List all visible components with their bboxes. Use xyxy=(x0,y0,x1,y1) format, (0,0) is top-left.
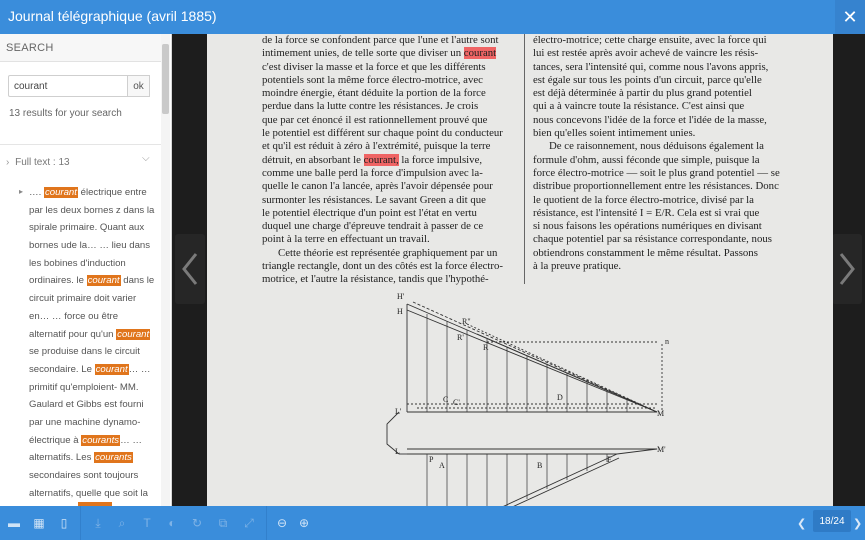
search-hit: courants xyxy=(82,434,120,446)
page-text: motrice, et l'autre la résistance, tandis que l'hypothé- xyxy=(262,273,489,286)
page-text: le potentiel électrique d'un point est l'état en vertu xyxy=(262,206,477,219)
page-text: intimement unies, de telle sorte que diviser un xyxy=(262,47,464,60)
result-line xyxy=(29,184,159,202)
result-line xyxy=(29,449,159,467)
page-text: Cette théorie est représentée graphiquement par un xyxy=(278,246,498,259)
text-line xyxy=(533,74,789,87)
page-text: résistance, est l'intensité I = E/R. Cela est si vrai que xyxy=(533,206,760,219)
text-icon[interactable]: T xyxy=(143,516,151,530)
result-line xyxy=(29,361,159,379)
page-text: qui a à vaincre toute la résistance. C'est ainsi que xyxy=(533,100,745,113)
document-title: Journal télégraphique (avril 1885) xyxy=(8,8,217,24)
text-line xyxy=(533,87,789,100)
page-text: c'est diviser la masse et la force et que les différents xyxy=(262,60,486,73)
page-text: chaque potentiel par sa résistance correspondante, nous xyxy=(533,233,772,246)
search-icon[interactable]: ⌕ xyxy=(118,516,126,530)
svg-text:H: H xyxy=(397,307,403,316)
svg-text:D: D xyxy=(557,393,563,402)
text-column-right xyxy=(533,34,789,273)
chevron-right-icon: › xyxy=(6,157,10,168)
result-line xyxy=(29,272,159,290)
search-hit: courant xyxy=(95,363,128,375)
text-line xyxy=(262,61,518,74)
previous-page-button[interactable] xyxy=(175,234,205,304)
svg-text:L': L' xyxy=(395,407,402,416)
contrast-icon[interactable]: ◐ xyxy=(168,516,176,530)
fullscreen-icon[interactable]: ⤢ xyxy=(244,516,254,530)
result-text: alternatif pour qu'un xyxy=(29,328,117,340)
chevron-down-icon[interactable]: ⌵ xyxy=(142,153,150,164)
toolbar-separator xyxy=(266,506,267,540)
text-line xyxy=(262,180,518,193)
page-text: duquel une charge d'épreuve tendrait à passer de ce xyxy=(262,220,484,233)
page-text: point à la terre en effectuant un travail. xyxy=(262,233,430,246)
result-text: secondaires sont toujours xyxy=(29,470,139,481)
text-line xyxy=(533,140,789,153)
text-line xyxy=(533,180,789,193)
text-line xyxy=(533,260,789,273)
page-text: que par cet énoncé il est rationnellement prouvé que xyxy=(262,113,488,126)
result-text: secondaire. Le xyxy=(29,363,95,375)
search-hit: courant xyxy=(117,328,150,340)
document-viewer xyxy=(172,34,865,506)
search-hit: courants xyxy=(95,452,132,464)
result-text: spirale primaire. Quant aux xyxy=(29,222,145,234)
result-line xyxy=(29,202,159,220)
download-icon[interactable]: ⤓ xyxy=(95,516,101,530)
text-line xyxy=(533,207,789,220)
result-text: circuit primaire doit varier xyxy=(29,293,137,305)
page-text: de la force se confondent parce que l'une et l'autre sont xyxy=(262,34,499,46)
page-number-field[interactable]: 18/24 xyxy=(813,510,851,532)
result-line xyxy=(29,343,159,361)
result-line xyxy=(29,255,159,273)
page-search-hit: courant, xyxy=(363,153,399,166)
fulltext-section-toggle[interactable] xyxy=(6,157,70,168)
svg-text:P: P xyxy=(429,455,434,464)
text-line xyxy=(533,154,789,167)
comment-icon[interactable]: ▬ xyxy=(8,516,20,530)
search-input[interactable] xyxy=(8,75,128,97)
page-text: perdue dans la lutte contre les résistances. Je crois xyxy=(262,100,479,113)
svg-text:C: C xyxy=(443,395,449,404)
page-text: De ce raisonnement, nous déduisons également la xyxy=(549,140,764,153)
text-line xyxy=(533,194,789,207)
search-result[interactable] xyxy=(29,184,159,502)
page-text: tances, sera l'intensité qui, comme nous l'avons appris, xyxy=(533,60,769,73)
search-hit: courant xyxy=(87,275,120,287)
page-text: nous concevons l'idée de la force et l'idée de la masse, xyxy=(533,113,767,126)
text-column-left xyxy=(262,34,518,287)
page-text: est égale sur tous les points d'un circuit, parce qu'elle xyxy=(533,73,762,86)
result-text: bornes ude la… … lieu dans xyxy=(29,240,151,252)
text-line xyxy=(262,194,518,207)
page-search-hit: courant xyxy=(463,47,497,60)
next-page-button[interactable] xyxy=(832,234,862,304)
fulltext-section-label: Full text : 13 xyxy=(15,157,70,168)
text-line xyxy=(262,74,518,87)
zoom-in-icon[interactable]: ⊕ xyxy=(298,516,310,530)
svg-text:B: B xyxy=(537,461,543,470)
page-text: triangle rectangle, dont un des côtés est la force électro- xyxy=(262,260,504,273)
svg-text:M': M' xyxy=(657,445,666,454)
page-text: la force impulsive, xyxy=(398,153,483,166)
result-text: en… … force ou être xyxy=(29,310,119,322)
svg-text:L: L xyxy=(395,447,400,456)
page-text: et qu'il est réduit à zéro à l'extrémité, puisque la terre xyxy=(262,140,491,153)
page-icon[interactable]: ▯ xyxy=(60,516,68,530)
result-text: … … xyxy=(120,434,142,446)
chevron-right-icon xyxy=(838,252,856,286)
result-text: par les deux bornes z dans la xyxy=(29,204,155,216)
page-text: formule d'ohm, aussi féconde que simple, puisque la xyxy=(533,153,760,166)
result-line xyxy=(29,219,159,237)
page-text: lui est restée après avoir achevé de vaincre les résis- xyxy=(533,47,759,60)
result-text: ordinaires. le xyxy=(29,275,87,287)
result-text: électrique entre xyxy=(77,187,147,198)
svg-text:M: M xyxy=(657,409,665,418)
text-line xyxy=(533,167,789,180)
page-text: moindre énergie, étant déduite la portion de la force xyxy=(262,87,486,100)
result-line xyxy=(29,396,159,414)
page-text: potentiels sont la même force électro-motrice, avec xyxy=(262,73,483,86)
svg-text:H': H' xyxy=(397,292,405,301)
text-line xyxy=(262,34,518,47)
result-text: alternatifs. Les xyxy=(29,452,95,464)
text-line xyxy=(262,247,518,260)
page-text: surmonter les résistances. Le savant Green a dit que xyxy=(262,193,486,206)
zoom-out-icon[interactable]: ⊖ xyxy=(276,516,288,530)
page-text: comme une balle perd la force d'impulsion avec la- xyxy=(262,166,483,179)
text-line xyxy=(262,47,518,60)
text-line xyxy=(533,233,789,246)
svg-text:n: n xyxy=(665,337,669,346)
text-line xyxy=(533,220,789,233)
result-expand-icon[interactable]: ▸ xyxy=(19,187,24,196)
search-sidebar xyxy=(0,34,172,506)
text-line xyxy=(262,100,518,113)
text-line xyxy=(262,207,518,220)
result-line xyxy=(29,485,159,503)
text-line xyxy=(262,220,518,233)
chevron-right-icon[interactable]: ❯ xyxy=(853,518,863,530)
search-hit: courant xyxy=(44,187,77,198)
page-text: le potentiel est différent sur chaque point du conducteur xyxy=(262,127,503,140)
divider xyxy=(0,144,162,145)
result-line xyxy=(29,432,159,450)
result-line xyxy=(29,237,159,255)
result-line xyxy=(29,414,159,432)
text-line xyxy=(262,87,518,100)
svg-text:C': C' xyxy=(453,398,460,407)
page-text: distribue proportionnellement entre les résistances. Donc xyxy=(533,180,779,193)
result-text: dans le xyxy=(120,275,155,287)
document-page xyxy=(207,34,833,506)
chevron-left-icon[interactable]: ❮ xyxy=(797,518,807,530)
page-text: est déjà déterminée à partir du plus grand potentiel xyxy=(533,87,752,100)
result-text: les bobines d'induction xyxy=(29,257,126,269)
sidebar-scrollbar-thumb[interactable] xyxy=(162,44,169,114)
text-line xyxy=(262,140,518,153)
result-text: … … xyxy=(128,363,151,375)
page-text: électro-motrice; cette charge ensuite, avec la force qui xyxy=(533,34,767,46)
result-line xyxy=(29,290,159,308)
page-text: force électro-motrice — soit le plus grand potentiel — se xyxy=(533,166,780,179)
page-text: le quotient de la force électro-motrice, divisé par la xyxy=(533,193,754,206)
page-text: si nous faisons les opérations numériques en divisant xyxy=(533,220,762,233)
search-header xyxy=(0,34,162,62)
text-line xyxy=(533,114,789,127)
page-text: bien qu'elles soient intimement unies. xyxy=(533,127,696,140)
result-text: Gaulard et Gibbs est fourni xyxy=(29,399,144,411)
result-line xyxy=(29,326,159,344)
text-line xyxy=(533,47,789,60)
result-text: électrique à xyxy=(29,434,82,446)
bottom-toolbar xyxy=(0,506,865,540)
page-text: quelle le canon l'a lancée, après l'avoir dépensée pour xyxy=(262,180,493,193)
text-line xyxy=(262,127,518,140)
page-text: obtiendrons constamment le même résultat. Passons xyxy=(533,246,758,259)
title-bar xyxy=(0,0,865,34)
text-line xyxy=(262,167,518,180)
result-text: primitif qu'emploient- MM. xyxy=(29,381,139,393)
svg-text:R': R' xyxy=(457,333,464,342)
close-icon[interactable]: ✕ xyxy=(835,0,865,34)
svg-text:A: A xyxy=(439,461,445,470)
results-count: 13 results for your search xyxy=(9,108,122,119)
text-line xyxy=(262,233,518,246)
crop-icon[interactable]: ⧉ xyxy=(218,516,228,530)
text-line xyxy=(262,154,518,167)
text-line xyxy=(533,34,789,47)
text-line xyxy=(533,61,789,74)
rotate-icon[interactable]: ↻ xyxy=(191,516,203,530)
page-text: à la preuve pratique. xyxy=(533,260,622,273)
result-text: se produise dans le circuit xyxy=(29,346,140,358)
search-ok-button[interactable]: ok xyxy=(128,75,150,97)
result-text: …. xyxy=(29,187,44,198)
result-line xyxy=(29,467,159,485)
chevron-left-icon xyxy=(181,252,199,286)
svg-text:R": R" xyxy=(462,317,471,326)
column-divider xyxy=(524,34,525,284)
page-text: détruit, en absorbant le xyxy=(262,153,364,166)
result-line xyxy=(29,379,159,397)
technical-figure xyxy=(357,284,697,506)
search-header-label: SEARCH xyxy=(6,42,54,54)
result-line xyxy=(29,308,159,326)
text-line xyxy=(262,114,518,127)
text-line xyxy=(262,260,518,273)
svg-text:R: R xyxy=(483,343,489,352)
grid-view-icon[interactable]: ▦ xyxy=(33,516,45,530)
result-text: par une machine dynamo- xyxy=(29,416,141,428)
text-line xyxy=(533,247,789,260)
toolbar-separator xyxy=(80,506,81,540)
text-line xyxy=(533,100,789,113)
svg-text:F: F xyxy=(607,455,612,464)
result-text: alternatifs, quelle que soit la xyxy=(29,487,148,499)
text-line xyxy=(533,127,789,140)
